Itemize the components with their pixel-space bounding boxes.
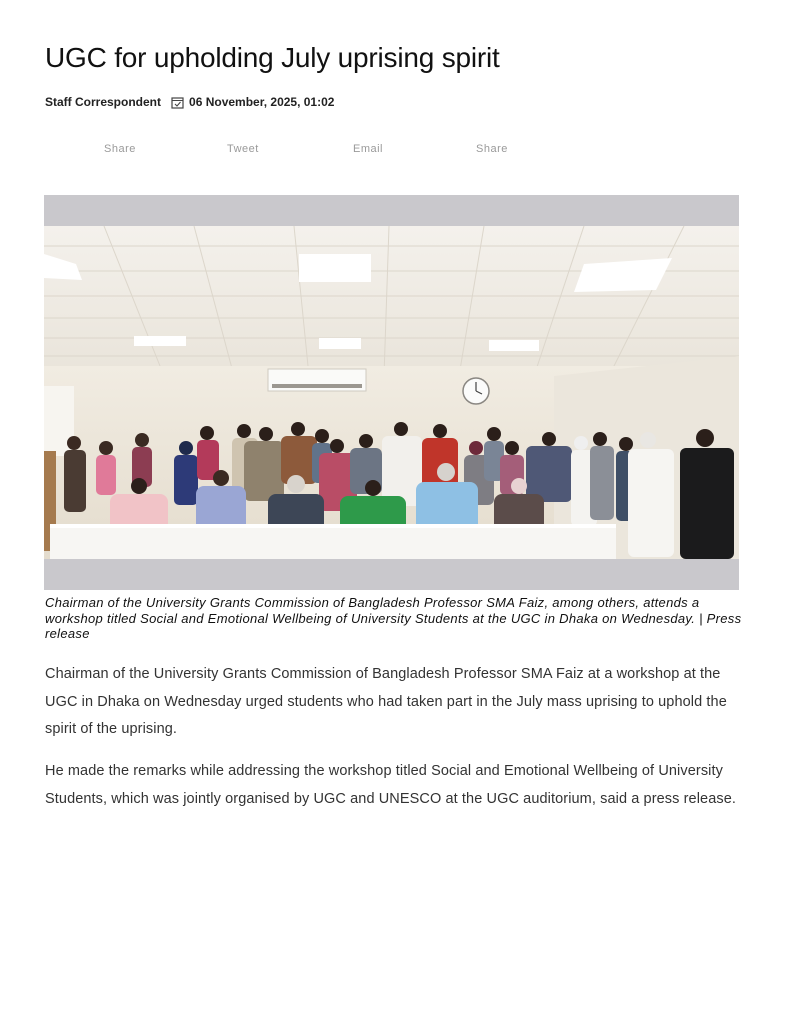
article-title: UGC for upholding July uprising spirit [45, 42, 500, 73]
share-bar [0, 143, 791, 159]
share-facebook-button[interactable]: Share [104, 143, 136, 155]
calendar-icon [171, 96, 184, 109]
email-button[interactable]: Email [353, 143, 384, 155]
tweet-button[interactable]: Tweet [227, 143, 259, 155]
article-photo-frame [44, 195, 739, 590]
publish-date: 06 November, 2025, 01:02 [189, 95, 335, 109]
share-other-button[interactable]: Share [476, 143, 508, 155]
article-paragraph: Chairman of the University Grants Commission of Bangladesh Professor SMA Faiz at a workshop at the UGC in Dhaka on Wednesday urged students who had taken part in the July mass uprising to uphold the spirit of the uprising. [45, 666, 727, 737]
article-byline [45, 95, 334, 109]
article-paragraph: He made the remarks while addressing the workshop titled Social and Emotional Wellbeing of University Students, which was jointly organised by UGC and UNESCO at the UGC auditorium, said a press release. [45, 763, 737, 807]
article-photo[interactable] [44, 226, 739, 559]
photo-caption: Chairman of the University Grants Commission of Bangladesh Professor SMA Faiz, among others, attends a workshop titled Social and Emotional Wellbeing of University Students at the UGC in Dhaka on Wednesday. | Press release [45, 595, 742, 641]
author-name[interactable]: Staff Correspondent [45, 95, 162, 109]
